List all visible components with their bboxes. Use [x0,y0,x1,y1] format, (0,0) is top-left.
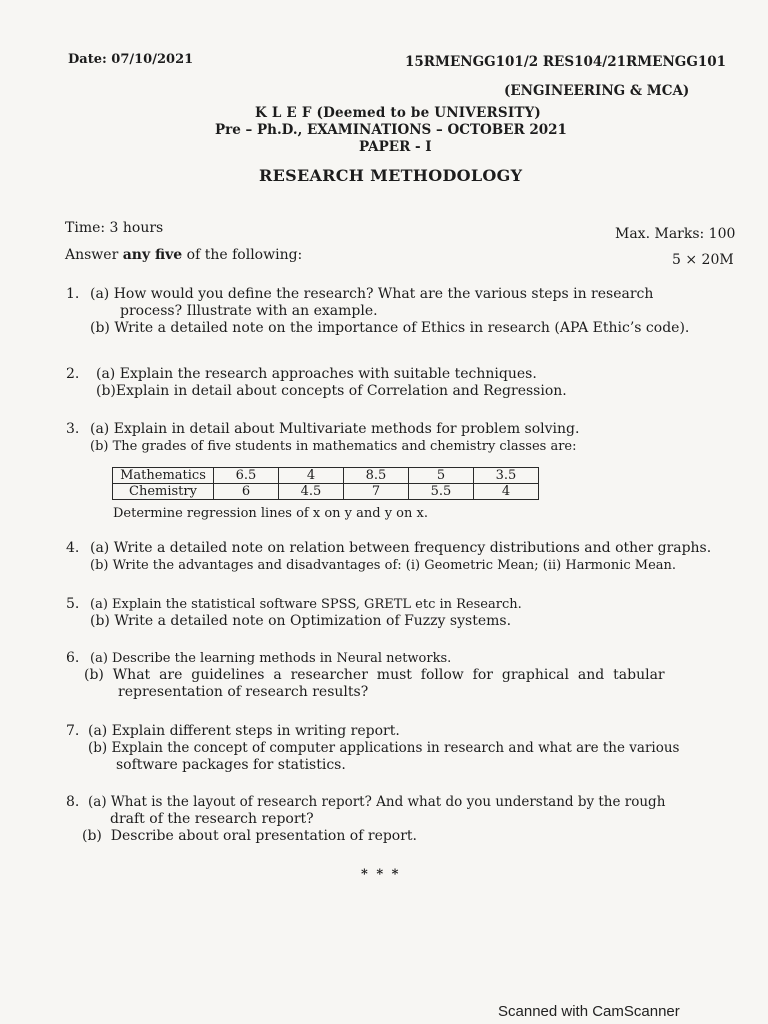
instruction-prefix: Answer [65,247,123,263]
question-part-b: (b) Explain the concept of computer applications in research and what are the various [88,740,680,756]
question-part-b-cont: representation of research results? [118,684,369,700]
question-part-a: (a) Write a detailed note on relation between frequency distributions and other graphs. [90,540,712,556]
question-3 [66,421,696,455]
table-cell: 6 [214,484,279,500]
question-part-a: (a) Explain the statistical software SPSS, GRETL etc in Research. [90,597,522,612]
question-number: 3. [66,421,80,437]
question-part-b: (b) Write a detailed note on Optimization of Fuzzy systems. [90,613,512,629]
subject-title: RESEARCH METHODOLOGY [259,166,523,185]
course-codes: 15RMENGG101/2 RES104/21RMENGG101 [405,54,727,70]
question-part-a-cont: process? Illustrate with an example. [120,303,378,319]
table-cell: 6.5 [214,468,279,484]
question-part-a: (a) Describe the learning methods in Neural networks. [90,651,452,666]
question-part-a: (a) How would you define the research? What are the various steps in research [90,286,654,302]
question-number: 8. [66,794,80,810]
table-cell: 4 [474,484,539,500]
university-name: K L E F (Deemed to be UNIVERSITY) [255,105,541,121]
instruction-emphasis: any five [122,247,183,263]
table-cell: 4.5 [279,484,344,500]
question-part-b: (b) Write a detailed note on the importance of Ethics in research (APA Ethic’s code). [90,320,690,336]
end-of-paper-mark: * * * [361,867,401,882]
question-8 [66,794,696,845]
question-part-b: (b) Write the advantages and disadvantages of: (i) Geometric Mean; (ii) Harmonic Mean. [90,558,677,573]
marks-scheme: 5 × 20M [672,252,734,268]
paper-number: PAPER - I [359,139,432,155]
table-row [113,484,539,500]
table-cell: 5 [409,468,474,484]
row-label: Chemistry [113,484,214,500]
question-number: 1. [66,286,80,302]
question-part-a: (a) Explain in detail about Multivariate methods for problem solving. [90,421,580,437]
question-part-a: (a) What is the layout of research report? And what do you understand by the rough [88,794,666,810]
question-part-a: (a) Explain the research approaches with suitable techniques. [96,366,537,382]
question-6 [66,650,696,701]
question-number: 5. [66,596,80,612]
question-number: 2. [66,366,80,382]
question-part-a: (a) Explain different steps in writing report. [88,723,400,739]
instruction [65,247,302,263]
question-part-a-cont: draft of the research report? [110,811,314,827]
question-number: 6. [66,650,80,666]
exam-date: Date: 07/10/2021 [68,52,194,67]
branch-label: (ENGINEERING & MCA) [504,83,690,99]
question-part-b: (b)Explain in detail about concepts of Correlation and Regression. [96,383,567,399]
exam-title: Pre – Ph.D., EXAMINATIONS – OCTOBER 2021 [215,122,567,138]
instruction-suffix: of the following: [182,247,303,263]
table-cell: 3.5 [474,468,539,484]
table-cell: 5.5 [409,484,474,500]
question-number: 7. [66,723,80,739]
question-5 [66,596,696,630]
table-row [113,468,539,484]
question-4 [66,540,712,574]
regression-instruction: Determine regression lines of x on y and y on x. [113,506,428,521]
table-cell: 8.5 [344,468,409,484]
question-7 [66,723,696,774]
exam-duration: Time: 3 hours [65,220,164,236]
row-label: Mathematics [113,468,214,484]
question-number: 4. [66,540,80,556]
max-marks: Max. Marks: 100 [615,226,736,242]
scanner-watermark: Scanned with CamScanner [498,1003,680,1020]
question-1 [66,286,696,337]
question-part-b: (b) Describe about oral presentation of report. [82,828,418,844]
table-cell: 7 [344,484,409,500]
table-cell: 4 [279,468,344,484]
grades-table [112,467,539,500]
question-part-b: (b) The grades of five students in mathematics and chemistry classes are: [90,439,577,454]
question-part-b-cont: software packages for statistics. [116,757,346,773]
question-part-b: (b) What are guidelines a researcher must follow for graphical and tabular [84,667,665,683]
question-2 [66,366,696,400]
